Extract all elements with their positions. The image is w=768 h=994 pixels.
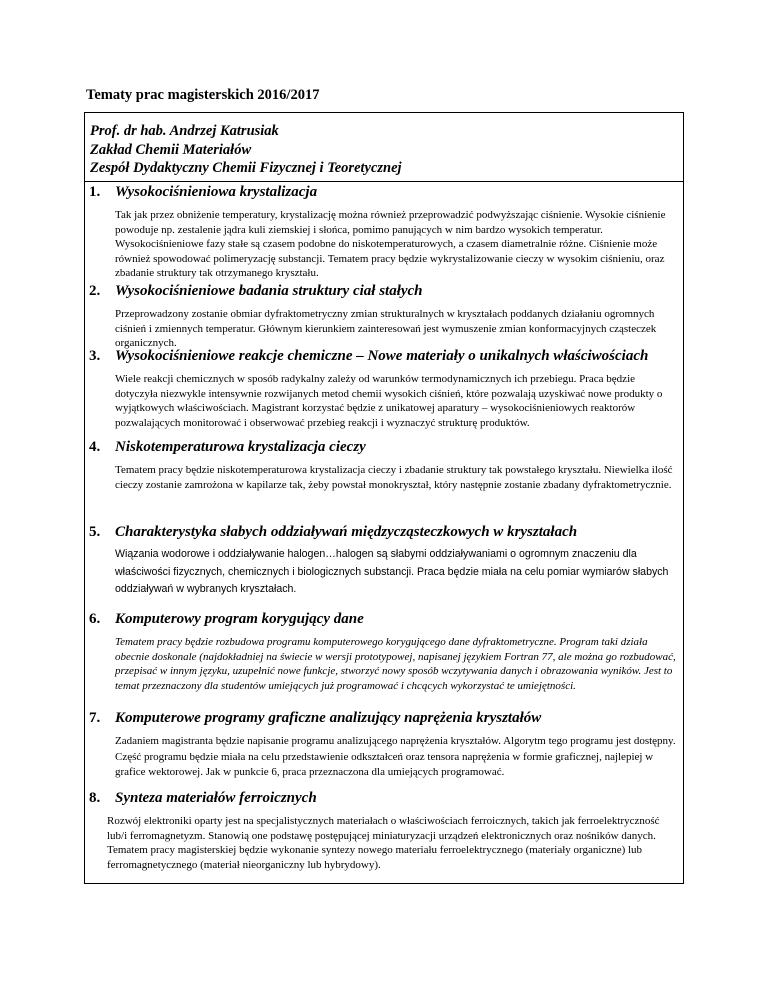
supervisor-header [85,122,683,178]
topic-2-title: 2. Wysokociśnieniowe badania struktury ciał stałych [89,283,423,299]
table-divider [85,181,683,182]
topic-5-description: Wiązania wodorowe i oddziaływanie halogen…halogen są słabymi oddziaływaniami o ogromnym znaczeniu dla właściwości fizycznych, chemicznych i biologicznych substancji. Praca będzie miała na celu pomiar wymiarów słabych oddziaływań w wybranych kryształach. [115,548,669,595]
topic-7-title: 7. Komputerowe programy graficzne analizujący naprężenia kryształów [89,710,542,726]
topic-3-description: Wiele reakcji chemicznych w sposób radykalny zależy od warunków termodynamicznych ich przebiegu. Praca będzie dotyczyła niezwykle intensywnie rozwijanych metod chemii wysokich ciśnień, które pozwalają uzyskiwać nowe produkty o wyjątkowych właściwościach. Magistrant korzystać będzie z unikatowej aparatury – wysokociśnieniowych reaktorów pozwalających monitorować i obserwować przebieg reakcji i wyznaczyć strukturę produktów. [115,373,663,429]
topic-4-number: 4. [89,439,101,455]
topic-2-number: 2. [89,283,101,299]
topic-6-number: 6. [89,611,101,627]
topic-7-number: 7. [89,710,101,726]
topic-1-description: Tak jak przez obniżenie temperatury, krystalizację można również przeprowadzić podwyższając ciśnienie. Wysokie ciśnienie powoduje np. zestalenie jądra kuli ziemskiej i słońca, pomimo panujących w nim bardzo wysokich temperatur. Wysokociśnieniowe fazy stałe są czasem podobne do niskotemperaturowych, a czasem diametralnie różne. Ciśnienie może również spowodować polimeryzację substancji. Tematem pracy będzie wykrystalizowanie cieczy w wysokim ciśnieniu, oraz zbadanie struktury tak otrzymanego kryształu. [115,209,666,279]
topic-6-description: Tematem pracy będzie rozbudowa programu komputerowego korygującego dane dyfraktometryczne. Program taki działa obecnie doskonale (najdokładniej na świecie w wersji prototypowej, napisanej językiem Fortran 77, ale można go rozbudować, przepisać w innym języku, uzupełnić nowe funkcje, stworzyć nowy sposób wczytywania danych i obrazowania wyników. Jest to temat przeznaczony dla studentów umiejących już programować i chcących wykorzystać te umiejętności. [115,636,676,692]
topic-1-title: 1. Wysokociśnieniowa krystalizacja [89,184,318,200]
page-title: Tematy prac magisterskich 2016/2017 [86,87,320,103]
topic-5-number: 5. [89,524,101,540]
team-name: Zespół Dydaktyczny Chemii Fizycznej i Teoretycznej [90,160,402,176]
professor-name: Prof. dr hab. Andrzej Katrusiak [90,123,279,139]
topic-4-title: 4. Niskotemperaturowa krystalizacja cieczy [89,439,366,455]
topic-8-title: 8. Synteza materiałów ferroicznych [89,790,317,806]
topic-6-title: 6. Komputerowy program korygujący dane [89,611,364,627]
topic-5-title: 5. Charakterystyka słabych oddziaływań międzycząsteczkowych w kryształach [89,524,578,540]
topic-4-description: Tematem pracy będzie niskotemperaturowa krystalizacja cieczy i zbadanie struktury tak powstałego kryształu. Niewielka ilość cieczy zostanie zamrożona w kapilarze tak, żeby powstał monokryształ, który następnie zostanie zbadany dyfraktometrycznie. [115,464,673,491]
topic-7-description: Zadaniem magistranta będzie napisanie programu analizującego naprężenia kryształów. Algorytm tego programu jest dostępny. Część programu będzie miała na celu przedstawienie odkształceń oraz tensora naprężenia w formie graficznej, najlepiej w grafice wektorowej. Jak w punkcie 6, praca przeznaczona dla umiejących programować. [115,735,676,778]
topic-8-description: Rozwój elektroniki oparty jest na specjalistycznych materiałach o właściwościach ferroicznych, takich jak ferroelektryczność lub/i ferromagnetyzm. Stanowią one podstawę postępującej miniaturyzacji urządzeń elektronicznych oraz nośników danych. Tematem pracy magisterskiej będzie wykonanie syntezy nowego materiału ferroelektrycznego (materiały organiczne) lub ferromagnetycznego (materiał nieorganiczny lub hybrydowy). [107,815,660,871]
department-name: Zakład Chemii Materiałów [90,141,252,158]
topic-2-description: Przeprowadzony zostanie obmiar dyfraktometryczny zmian strukturalnych w kryształach poddanych działaniu ogromnych ciśnień i zmiennych temperatur. Głównym kierunkiem zainteresowań jest wymuszenie zmian konformacyjnych cząsteczek organicznych. [115,308,657,349]
topic-8-number: 8. [89,790,101,806]
topic-3-title: 3. Wysokociśnieniowe reakcje chemiczne – Nowe materiały o unikalnych właściwościach [89,348,649,364]
topic-1-number: 1. [89,184,101,200]
topic-3-number: 3. [89,348,101,364]
